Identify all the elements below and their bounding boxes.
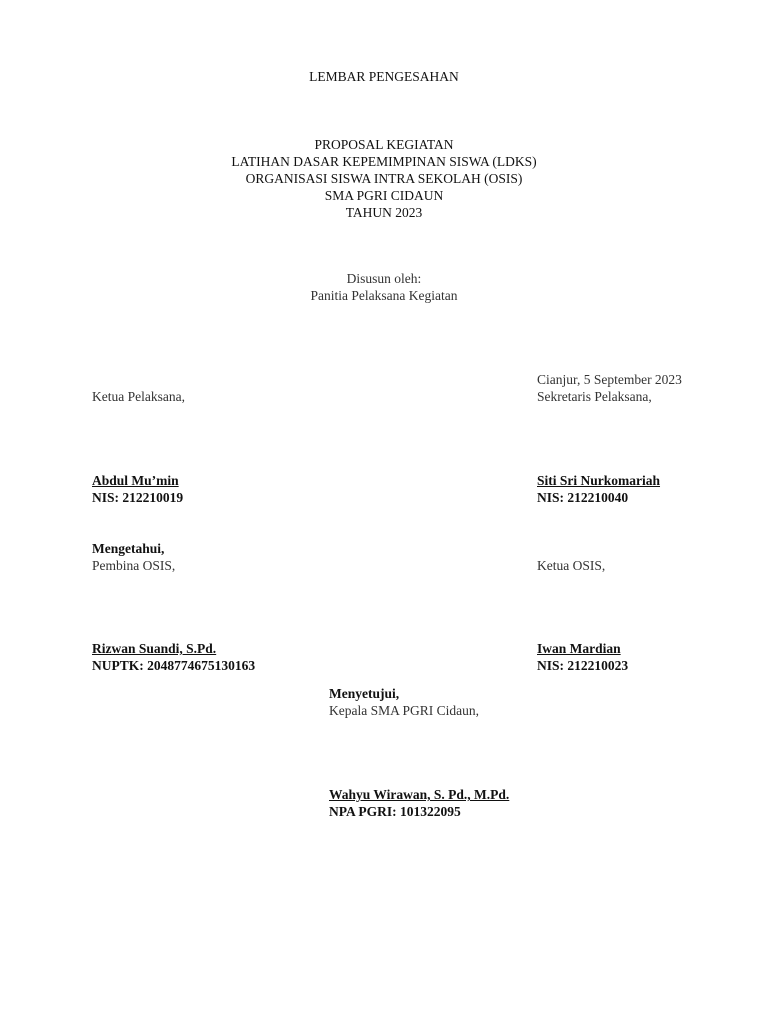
proposal-title-line-5: TAHUN 2023 (345, 205, 423, 220)
page-title: LEMBAR PENGESAHAN (309, 69, 459, 84)
place-date: Cianjur, 5 September 2023 (537, 372, 682, 387)
kepala-sekolah-name: Wahyu Wirawan, S. Pd., M.Pd. (329, 787, 510, 802)
prepared-by-name: Panitia Pelaksana Kegiatan (310, 288, 458, 303)
menyetujui-label: Menyetujui, (329, 686, 400, 701)
ketua-osis-name: Iwan Mardian (537, 641, 621, 656)
sekretaris-pelaksana-id: NIS: 212210040 (537, 490, 629, 505)
mengetahui-label: Mengetahui, (92, 541, 165, 556)
kepala-sekolah-role: Kepala SMA PGRI Cidaun, (329, 703, 479, 718)
proposal-title-line-3: ORGANISASI SISWA INTRA SEKOLAH (OSIS) (245, 171, 523, 186)
prepared-by-label: Disusun oleh: (346, 271, 422, 286)
proposal-title-line-2: LATIHAN DASAR KEPEMIMPINAN SISWA (LDKS) (231, 154, 537, 169)
ketua-osis-role: Ketua OSIS, (537, 558, 606, 573)
proposal-title-line-4: SMA PGRI CIDAUN (324, 188, 444, 203)
pembina-osis-id: NUPTK: 2048774675130163 (92, 658, 256, 673)
ketua-pelaksana-name: Abdul Mu’min (92, 473, 179, 488)
sekretaris-pelaksana-name: Siti Sri Nurkomariah (537, 473, 661, 488)
pembina-osis-name: Rizwan Suandi, S.Pd. (92, 641, 217, 656)
ketua-pelaksana-role: Ketua Pelaksana, (92, 389, 185, 404)
ketua-osis-id: NIS: 212210023 (537, 658, 629, 673)
pembina-osis-role: Pembina OSIS, (92, 558, 176, 573)
ketua-pelaksana-id: NIS: 212210019 (92, 490, 184, 505)
proposal-title-line-1: PROPOSAL KEGIATAN (314, 137, 454, 152)
kepala-sekolah-id: NPA PGRI: 101322095 (329, 804, 461, 819)
sekretaris-pelaksana-role: Sekretaris Pelaksana, (537, 389, 652, 404)
